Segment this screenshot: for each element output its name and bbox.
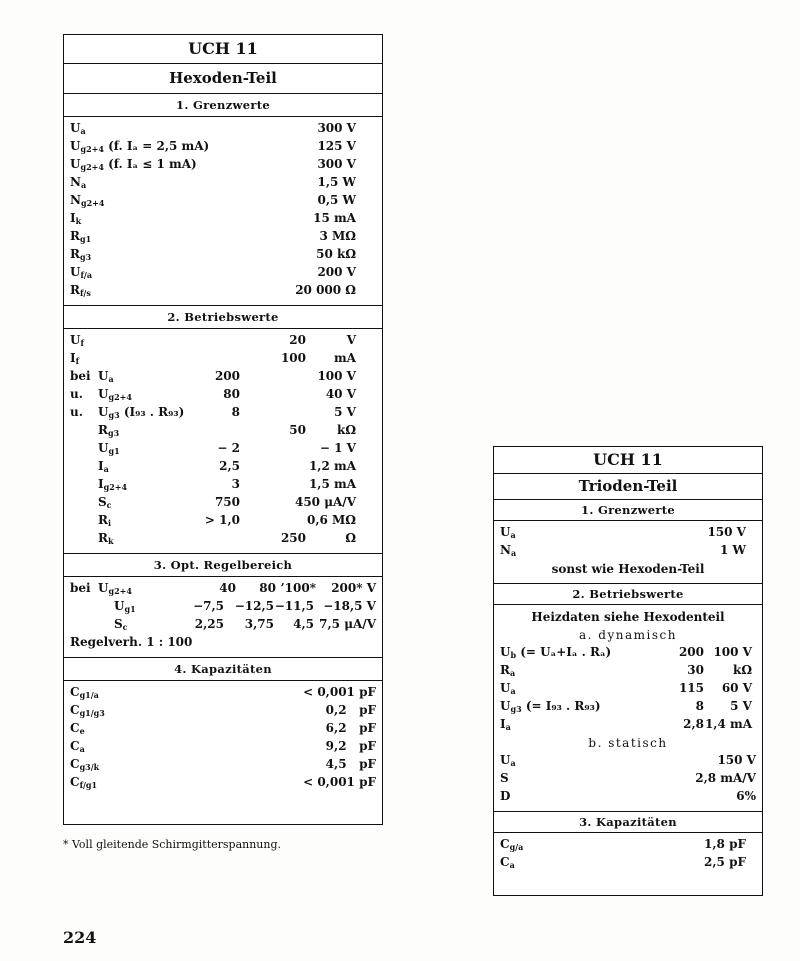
- right-grenz-row: [500, 524, 756, 542]
- param-value: 200 V: [317, 265, 356, 279]
- left-subtitle: Hexoden-Teil: [64, 64, 382, 94]
- left-grenz-row: [70, 156, 376, 174]
- param-symbol-sub: i: [107, 518, 112, 528]
- param-symbol-sub: g3/k: [79, 762, 100, 772]
- right-kapazitaeten-section: [494, 812, 762, 877]
- regel-c2: −12,5: [234, 599, 274, 613]
- param-value: 20 000 Ω: [295, 283, 356, 297]
- left-betrieb-row: [70, 332, 376, 350]
- left-betrieb-row: [70, 404, 376, 422]
- param-value-b: 50: [289, 423, 306, 437]
- param-value: < 0,001 pF: [303, 685, 376, 699]
- param-symbol-sub: g3: [510, 704, 522, 714]
- left-grenzwerte-heading: 1. Grenzwerte: [64, 94, 382, 117]
- right-subtitle: Trioden-Teil: [494, 474, 762, 500]
- param-symbol-sub: a: [108, 374, 114, 384]
- param-symbol-sub: k: [107, 536, 114, 546]
- param-value-b: 60 V: [721, 681, 752, 695]
- regel-ratio-text: Regelverh. 1 : 100: [70, 635, 193, 649]
- param-symbol-sub: c: [106, 500, 112, 510]
- param-symbol: $C_a$: [500, 855, 515, 870]
- param-symbol-sub: g3: [108, 410, 120, 420]
- dyn-row: [500, 698, 756, 716]
- dyn-row: [500, 680, 756, 698]
- param-symbol: $I_f$: [70, 351, 80, 366]
- param-value: 125 V: [317, 139, 356, 153]
- param-symbol: D: [500, 789, 511, 803]
- param-symbol: $R_i$: [98, 513, 112, 528]
- param-value: 6,2 pF: [325, 721, 376, 735]
- param-value-b: 20: [289, 333, 306, 347]
- right-kapazitaeten-rows: [494, 833, 762, 877]
- dyn-row: [500, 716, 756, 734]
- param-value: 9,2 pF: [325, 739, 376, 753]
- param-value: 1,8 pF: [704, 837, 746, 851]
- param-value-c: 1,5 mA: [308, 477, 356, 491]
- param-value-a: > 1,0: [204, 513, 240, 527]
- param-symbol-sub: a: [80, 180, 87, 190]
- left-betriebswerte-rows: [64, 329, 382, 553]
- param-symbol-sub: g/a: [509, 842, 524, 852]
- right-betriebswerte-rows: [494, 605, 762, 811]
- param-value: < 0,001 pF: [303, 775, 376, 789]
- param-symbol: $U_{g2+4}$: [98, 581, 132, 596]
- kapaz-row: [70, 774, 376, 792]
- param-value: 2,5 pF: [704, 855, 746, 869]
- param-symbol: $U_{g1}$: [114, 599, 136, 614]
- param-symbol-sub: a: [509, 668, 516, 678]
- param-value-b: 100: [280, 351, 306, 365]
- regel-c4: 7,5 μA/V: [319, 617, 376, 631]
- param-symbol-sub: a: [80, 126, 86, 136]
- right-grenzwerte-heading: 1. Grenzwerte: [494, 500, 762, 521]
- param-prefix: u.: [70, 405, 83, 419]
- param-symbol: $C_{g1/a}$: [70, 685, 99, 700]
- param-symbol-sub: f/s: [79, 288, 91, 298]
- stat-row: [500, 770, 756, 788]
- param-value: 1 W: [719, 543, 746, 557]
- param-symbol: $U_{g3}$ (I₉₃ . R₉₃): [98, 405, 185, 420]
- param-symbol: $U_a$: [500, 525, 516, 540]
- right-betriebswerte-heading: 2. Betriebswerte: [494, 584, 762, 605]
- param-value-c: 0,6 MΩ: [306, 513, 356, 527]
- left-betrieb-row: [70, 422, 376, 440]
- left-grenz-row: [70, 210, 376, 228]
- param-value: 3 MΩ: [319, 229, 356, 243]
- left-grenzwerte-section: [64, 94, 382, 306]
- param-value-a: − 2: [217, 441, 240, 455]
- stat-row: [500, 752, 756, 770]
- param-symbol-sub: f/g1: [79, 780, 98, 790]
- param-symbol-sub: a: [510, 548, 517, 558]
- regel-row: [70, 580, 376, 598]
- param-symbol-sub: g2+4: [80, 162, 104, 172]
- param-symbol: $I_k$: [70, 211, 82, 226]
- left-grenz-row: [70, 282, 376, 300]
- left-grenz-row: [70, 264, 376, 282]
- param-symbol: $C_{f/g1}$: [70, 775, 98, 790]
- param-symbol: S: [500, 771, 509, 785]
- param-symbol: $I_a$: [98, 459, 109, 474]
- regel-c3: 4,5: [293, 617, 314, 631]
- kapaz-row: [70, 720, 376, 738]
- param-value: 2,8 mA/V: [695, 771, 756, 785]
- param-symbol: $S_c$: [98, 495, 112, 510]
- right-kapaz-row: [500, 836, 756, 854]
- page-number: 224: [63, 928, 97, 947]
- left-grenz-row: [70, 120, 376, 138]
- param-symbol-sub: f: [75, 356, 80, 366]
- param-value-c: kΩ: [337, 423, 356, 437]
- left-grenz-row: [70, 192, 376, 210]
- param-symbol: $U_f$: [70, 333, 84, 348]
- param-symbol: $N_a$: [500, 543, 517, 558]
- param-value-c: V: [346, 333, 356, 347]
- param-value-c: 5 V: [334, 405, 356, 419]
- param-value-a: 2,5: [219, 459, 240, 473]
- dyn-row: [500, 662, 756, 680]
- param-symbol: $I_a$: [500, 717, 511, 732]
- param-value-b: 250: [280, 531, 306, 545]
- param-value-a: 8: [231, 405, 240, 419]
- left-grenz-row: [70, 138, 376, 156]
- param-value-c: 100 V: [317, 369, 356, 383]
- param-value: 15 mA: [313, 211, 356, 225]
- param-symbol: $U_{f/a}$: [70, 265, 93, 280]
- left-betriebswerte-heading: 2. Betriebswerte: [64, 306, 382, 329]
- param-value: 300 V: [317, 157, 356, 171]
- stat-label: b. statisch: [588, 736, 668, 750]
- param-symbol: $U_{g2+4}$ (f. Iₐ ≤ 1 mA): [70, 157, 197, 172]
- left-betrieb-row: [70, 440, 376, 458]
- left-grenz-row: [70, 246, 376, 264]
- param-symbol: $N_a$: [70, 175, 87, 190]
- left-betrieb-row: [70, 458, 376, 476]
- right-title: UCH 11: [494, 447, 762, 474]
- param-symbol-sub: g1: [79, 234, 92, 244]
- left-betrieb-row: [70, 530, 376, 548]
- kapaz-row: [70, 756, 376, 774]
- param-symbol: $I_{g2+4}$: [98, 477, 128, 492]
- param-symbol: $C_e$: [70, 721, 85, 736]
- param-symbol-sub: g1: [108, 446, 120, 456]
- param-symbol-sub: g2+4: [108, 586, 132, 596]
- param-symbol: $R_a$: [500, 663, 516, 678]
- regel-c1: 40: [219, 581, 236, 595]
- left-betrieb-row: [70, 512, 376, 530]
- regel-c1: −7,5: [193, 599, 224, 613]
- param-symbol: $U_a$: [500, 681, 516, 696]
- param-value-b: 5 V: [730, 699, 752, 713]
- param-value-a: 3: [231, 477, 240, 491]
- param-symbol: $U_a$: [70, 121, 86, 136]
- kapaz-row: [70, 702, 376, 720]
- param-symbol: $C_{g/a}$: [500, 837, 524, 852]
- dyn-label: a. dynamisch: [579, 628, 677, 642]
- param-value-a: 2,8: [683, 717, 704, 731]
- param-symbol: $N_{g2+4}$: [70, 193, 105, 208]
- param-symbol-sub: a: [79, 744, 85, 754]
- param-value: 6%: [736, 789, 756, 803]
- param-symbol-sub: c: [122, 622, 128, 632]
- param-value-a: 750: [214, 495, 240, 509]
- param-value-c: mA: [333, 351, 356, 365]
- param-symbol: $R_{g1}$: [70, 229, 92, 244]
- param-symbol: $C_{g3/k}$: [70, 757, 100, 772]
- param-prefix: bei: [70, 369, 91, 383]
- left-title: UCH 11: [64, 35, 382, 64]
- param-value-a: 80: [223, 387, 240, 401]
- param-value-b: kΩ: [733, 663, 752, 677]
- left-betrieb-row: [70, 476, 376, 494]
- param-symbol-sub: g3: [107, 428, 120, 438]
- left-kapazitaeten-rows: [64, 681, 382, 797]
- param-symbol-sub: g2+4: [103, 482, 128, 492]
- param-symbol-sub: f/a: [80, 270, 93, 280]
- param-symbol-sub: b: [510, 650, 517, 660]
- param-symbol-sub: f: [80, 338, 84, 348]
- left-kapazitaeten-heading: 4. Kapazitäten: [64, 658, 382, 681]
- triode-table: [493, 446, 763, 896]
- left-grenz-row: [70, 174, 376, 192]
- param-symbol-sub: g1/g3: [79, 708, 105, 718]
- param-value: 300 V: [317, 121, 356, 135]
- param-prefix: bei: [70, 581, 91, 595]
- right-grenzwerte-section: [494, 500, 762, 584]
- regel-c2: 3,75: [244, 617, 274, 631]
- right-grenzwerte-rows: [494, 521, 762, 583]
- kapaz-row: [70, 684, 376, 702]
- param-value-b: 100 V: [713, 645, 752, 659]
- param-value: 150 V: [717, 753, 756, 767]
- param-symbol: $R_{f/s}$: [70, 283, 91, 298]
- regel-c4: 200* V: [331, 581, 376, 595]
- param-symbol: $R_k$: [98, 531, 114, 546]
- param-symbol-sub: g2+4: [80, 198, 105, 208]
- param-value: 0,2 pF: [325, 703, 376, 717]
- left-kapazitaeten-section: [64, 658, 382, 797]
- hexode-table: [63, 34, 383, 825]
- param-value-b: 1,4 mA: [704, 717, 752, 731]
- param-symbol: $U_{g3}$ (= I₉₃ . R₉₃): [500, 699, 601, 714]
- left-betrieb-row: [70, 350, 376, 368]
- left-betrieb-row: [70, 368, 376, 386]
- right-grenz-row: [500, 542, 756, 560]
- param-value-c: 1,2 mA: [308, 459, 356, 473]
- param-symbol: $U_b$ (= Uₐ+Iₐ . Rₐ): [500, 645, 612, 660]
- left-regelbereich-heading: 3. Opt. Regelbereich: [64, 554, 382, 577]
- param-symbol: $C_{g1/g3}$: [70, 703, 105, 718]
- param-symbol: $U_a$: [500, 753, 516, 768]
- param-symbol: $R_{g3}$: [98, 423, 120, 438]
- left-regelbereich-rows: [64, 577, 382, 657]
- param-symbol-sub: g2+4: [108, 392, 132, 402]
- param-symbol-sub: g1/a: [79, 690, 99, 700]
- right-kapaz-row: [500, 854, 756, 872]
- regel-c4: −18,5 V: [323, 599, 376, 613]
- regel-c1: 2,25: [194, 617, 224, 631]
- param-symbol: $S_c$: [114, 617, 128, 632]
- footnote: * Voll gleitende Schirmgitterspannung.: [63, 838, 282, 851]
- param-symbol-sub: k: [75, 216, 82, 226]
- param-symbol-sub: a: [510, 686, 516, 696]
- left-betrieb-row: [70, 494, 376, 512]
- right-grenz-note: sonst wie Hexoden-Teil: [551, 562, 705, 576]
- param-symbol-sub: a: [505, 722, 511, 732]
- left-grenzwerte-rows: [64, 117, 382, 305]
- param-symbol-sub: g3: [79, 252, 92, 262]
- param-value-a: 200: [214, 369, 240, 383]
- param-value-a: 115: [678, 681, 704, 695]
- param-symbol-sub: a: [509, 860, 515, 870]
- param-value-c: 40 V: [325, 387, 356, 401]
- stat-row: [500, 788, 756, 806]
- param-symbol-sub: g2+4: [80, 144, 104, 154]
- param-value-c: Ω: [345, 531, 356, 545]
- param-value-a: 200: [678, 645, 704, 659]
- param-symbol-sub: a: [510, 758, 516, 768]
- left-regelbereich-section: [64, 554, 382, 658]
- param-symbol: $U_{g1}$: [98, 441, 120, 456]
- regel-ratio: [70, 634, 376, 652]
- kapaz-row: [70, 738, 376, 756]
- dyn-row: [500, 644, 756, 662]
- regel-row: [70, 598, 376, 616]
- left-betrieb-row: [70, 386, 376, 404]
- left-grenz-row: [70, 228, 376, 246]
- param-symbol: $C_a$: [70, 739, 85, 754]
- left-betriebswerte-section: [64, 306, 382, 554]
- param-symbol: $U_a$: [98, 369, 114, 384]
- right-betriebswerte-section: [494, 584, 762, 812]
- param-symbol-sub: a: [510, 530, 516, 540]
- param-symbol-sub: e: [79, 726, 85, 736]
- param-value-a: 30: [687, 663, 704, 677]
- param-value-c: − 1 V: [319, 441, 356, 455]
- regel-c2: 80: [259, 581, 276, 595]
- heiz-note: Heizdaten siehe Hexodenteil: [531, 610, 725, 624]
- right-kapazitaeten-heading: 3. Kapazitäten: [494, 812, 762, 833]
- param-value-c: 450 μA/V: [294, 495, 356, 509]
- regel-row: [70, 616, 376, 634]
- param-value: 50 kΩ: [316, 247, 356, 261]
- param-value: 4,5 pF: [325, 757, 376, 771]
- regel-c3: ’100*: [280, 581, 316, 595]
- param-value-a: 8: [695, 699, 704, 713]
- regel-c3: −11,5: [274, 599, 314, 613]
- param-symbol-sub: a: [103, 464, 109, 474]
- param-symbol: $U_{g2+4}$: [98, 387, 132, 402]
- param-value: 150 V: [707, 525, 746, 539]
- param-value: 0,5 W: [317, 193, 356, 207]
- param-symbol-sub: g1: [124, 604, 136, 614]
- param-symbol: $R_{g3}$: [70, 247, 92, 262]
- param-value: 1,5 W: [317, 175, 356, 189]
- param-prefix: u.: [70, 387, 83, 401]
- param-symbol: $U_{g2+4}$ (f. Iₐ = 2,5 mA): [70, 139, 210, 154]
